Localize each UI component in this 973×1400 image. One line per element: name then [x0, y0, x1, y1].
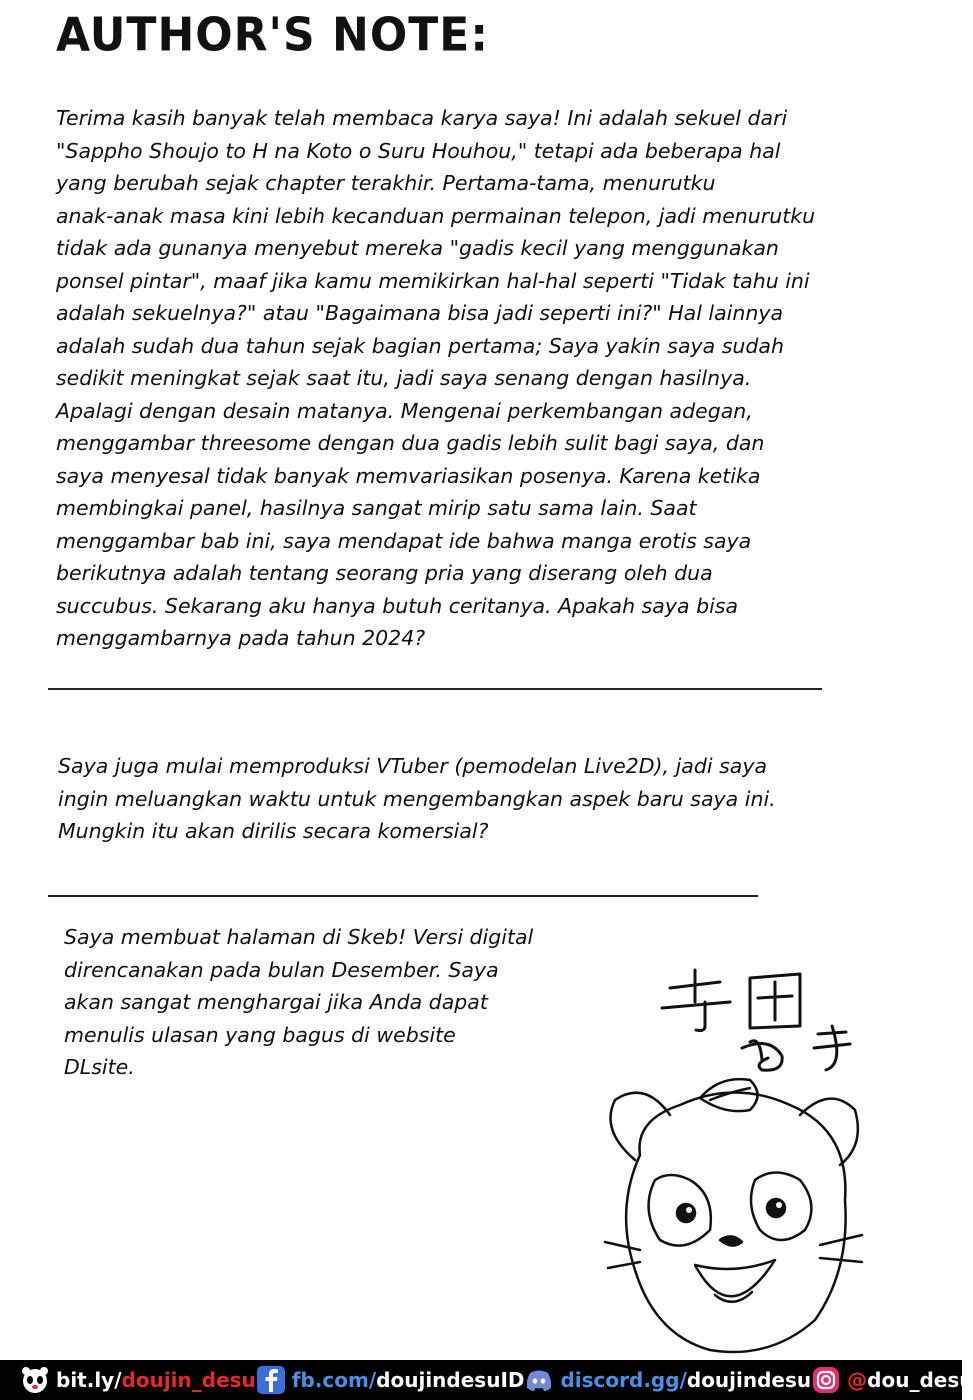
footer-link-bitly-suffix: doujin_desu: [121, 1368, 256, 1392]
footer-link-facebook[interactable]: [256, 1365, 525, 1395]
divider: [48, 688, 822, 690]
instagram-icon: [811, 1365, 841, 1395]
footer-link-discord[interactable]: [524, 1365, 811, 1395]
footer-link-facebook-prefix: fb.com/: [291, 1368, 377, 1392]
footer-link-discord-prefix: discord.gg/: [560, 1368, 687, 1392]
note-paragraph-main: Terima kasih banyak telah membaca karya saya! Ini adalah sekuel dari "Sappho Shoujo to H na Koto o Suru Houhou," tetapi ada beberapa hal yang berubah sejak chapter terakhir. Pertama-tama, menurutku anak-anak masa kini lebih kecanduan permainan telepon, jadi menurutku tidak ada gunanya menyebut mereka "gadis kecil yang menggunakan ponsel pintar", maaf jika kamu memikirkan hal-hal seperti "Tidak tahu ini adalah sekuelnya?" atau "Bagaimana bisa jadi seperti ini?" Hal lainnya adalah sudah dua tahun sejak bagian pertama; Saya yakin saya sudah sedikit meningkat sejak saat itu, jadi saya senang dengan hasilnya. Apalagi dengan desain matanya. Mengenai perkembangan adegan, menggambar threesome dengan dua gadis lebih sulit bagi saya, dan saya menyesal tidak banyak memvariasikan posenya. Karena ketika membingkai panel, hasilnya sangat mirip satu sama lain. Saat menggambar bab ini, saya mendapat ide bahwa manga erotis saya berikutnya adalah tentang seorang pria yang diserang oleh dua succubus. Sekarang aku hanya butuh ceritanya. Apakah saya bisa menggambarnya pada tahun 2024?: [56, 106, 816, 650]
divider: [48, 895, 758, 897]
panda-icon: [20, 1365, 50, 1395]
footer-link-facebook-suffix: doujindesuID: [376, 1368, 525, 1392]
footer-link-discord-suffix: doujindesu: [686, 1368, 812, 1392]
footer-link-instagram-prefix: @: [847, 1368, 868, 1392]
facebook-icon: [256, 1365, 286, 1395]
footer-link-instagram[interactable]: [811, 1365, 973, 1395]
footer-social-bar: [0, 1360, 973, 1400]
discord-icon: [524, 1365, 554, 1395]
page-title: AUTHOR'S NOTE:: [56, 8, 489, 63]
note-paragraph-vtuber: Saya juga mulai memproduksi VTuber (pemodelan Live2D), jadi saya ingin meluangkan waktu untuk mengembangkan aspek baru saya ini. Mungkin itu akan dirilis secara komersial?: [58, 754, 776, 843]
footer-link-instagram-suffix: dou_desu: [867, 1368, 973, 1392]
footer-link-bitly[interactable]: [20, 1365, 256, 1395]
author-signature: [650, 960, 870, 1080]
tanuki-mascot-illustration: [600, 1070, 870, 1360]
footer-link-bitly-prefix: bit.ly/: [56, 1368, 122, 1392]
note-paragraph-skeb: Saya membuat halaman di Skeb! Versi digital direncanakan pada bulan Desember. Saya akan sangat menghargai jika Anda dapat menulis ulasan yang bagus di website DLsite.: [64, 925, 534, 1079]
